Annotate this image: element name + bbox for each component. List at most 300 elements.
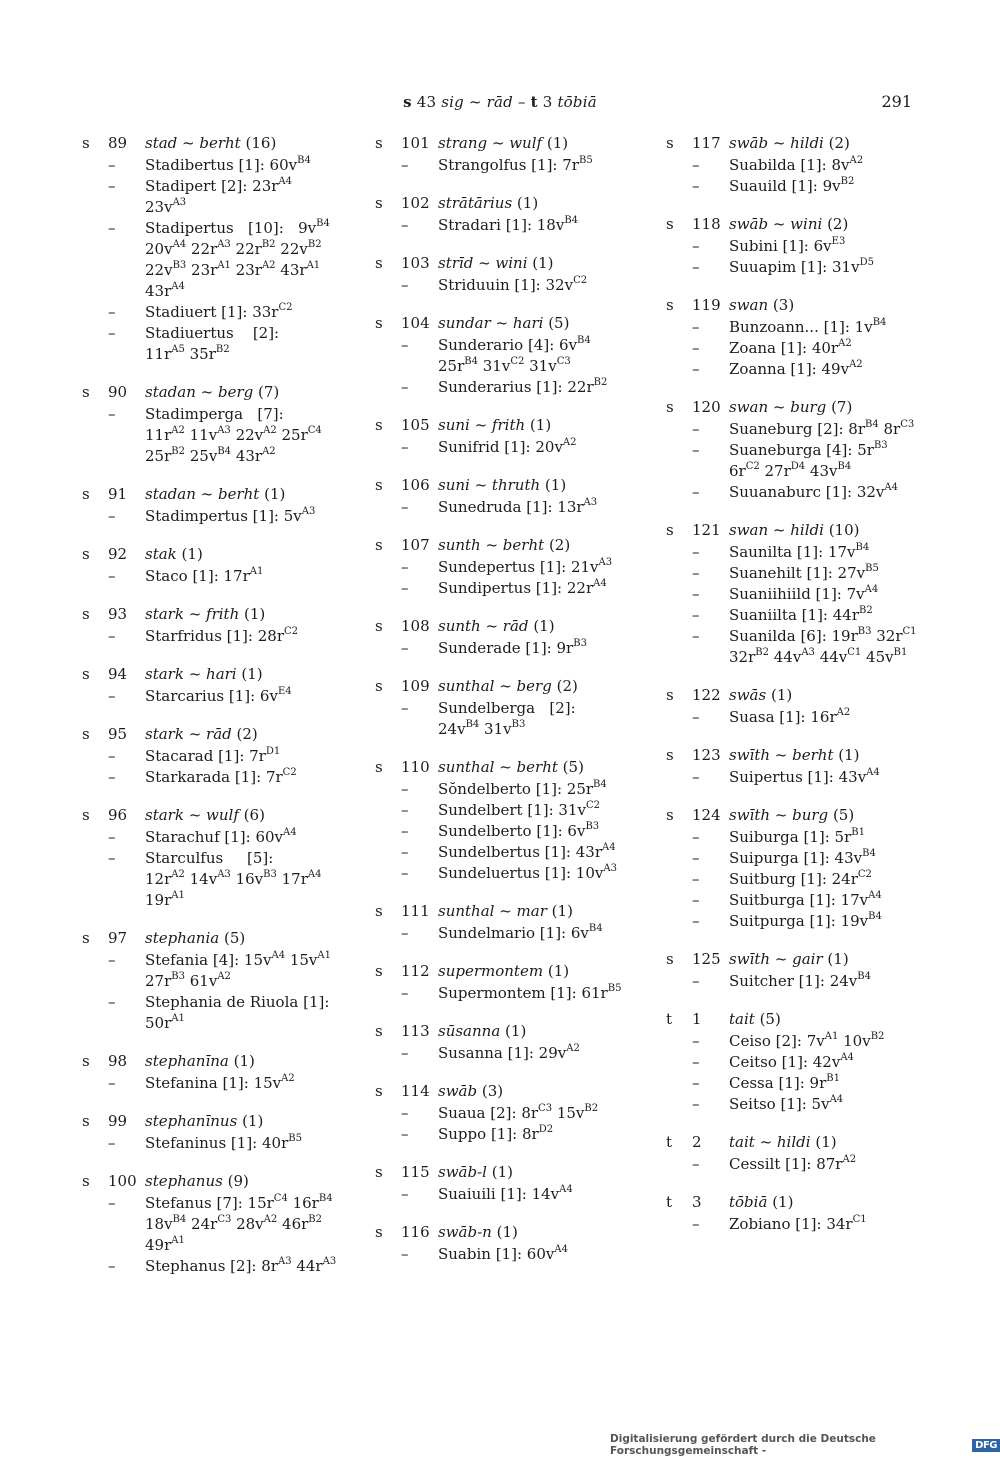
- entry-count: (1): [532, 254, 554, 272]
- form-text: Stefanina [1]: $15v^{A2}$: [145, 1073, 295, 1092]
- entry-number: 111: [401, 902, 430, 920]
- entry-headword: swāb-n: [438, 1223, 492, 1241]
- entry-number: 115: [401, 1163, 430, 1181]
- form-text: Stefania [4]: $15v^{A4}$ $15v^{A1}$ $27r^{B3}$ $61v^{A2}$: [145, 950, 332, 990]
- dictionary-entry: [666, 686, 926, 728]
- entry-heading: [375, 962, 635, 983]
- form-dash: –: [692, 849, 700, 867]
- entry-number: 100: [108, 1172, 137, 1190]
- entry-letter: t: [666, 1010, 673, 1028]
- entry-count: (1): [533, 617, 555, 635]
- entry-count: (1): [241, 665, 263, 683]
- attested-form: [82, 1073, 342, 1094]
- attested-form: [666, 338, 926, 359]
- entry-letter: s: [375, 1082, 383, 1100]
- entry-count: (1): [544, 476, 567, 494]
- attested-form: [82, 176, 342, 218]
- form-dash: –: [401, 1125, 409, 1143]
- form-dash: –: [692, 1095, 700, 1113]
- attested-form: [666, 563, 926, 584]
- entry-number: 112: [401, 962, 430, 980]
- dictionary-entry: [666, 806, 926, 932]
- form-dash: –: [108, 849, 116, 867]
- entry-heading: [82, 383, 342, 404]
- attested-form: [82, 827, 342, 848]
- entry-heading: [375, 536, 635, 557]
- entry-number: 119: [692, 296, 721, 314]
- dictionary-entry: [666, 215, 926, 278]
- form-dash: –: [692, 1032, 700, 1050]
- dictionary-entry: [666, 296, 926, 380]
- entry-letter: s: [82, 134, 90, 152]
- form-dash: –: [108, 177, 116, 195]
- form-text: Sunedruda [1]: $13r^{A3}$: [438, 497, 598, 516]
- form-text: Stephanus [2]: $8r^{A3}$ $44r^{A3}$: [145, 1256, 337, 1275]
- form-dash: –: [108, 687, 116, 705]
- footer-credit: [610, 1433, 1000, 1457]
- form-text: Suitcher [1]: $24v^{B4}$: [729, 971, 871, 990]
- entry-heading: [82, 665, 342, 686]
- form-text: Sundelbertus [1]: $43r^{A4}$: [438, 842, 616, 861]
- attested-form: [375, 377, 635, 398]
- entry-letter: s: [82, 485, 90, 503]
- entry-count: (5): [562, 758, 584, 776]
- column-2: [375, 134, 635, 1283]
- form-dash: –: [401, 336, 409, 354]
- entry-number: 1: [692, 1010, 702, 1028]
- dictionary-entry: [82, 545, 342, 587]
- form-text: Stadipertus [10]: $9v^{B4}$ $20v^{A4}$ $22r^{A3}$ $22r^{B2}$ $22v^{B2}$ $22v^{B3}$ $23r^{A1}$ $23r^{A2}$ $43r^{A1}$ $43r^{A4}$: [145, 218, 330, 300]
- form-text: Starculfus [5]: $12r^{A2}$ $14v^{A3}$ $16v^{B3}$ $17r^{A4}$ $19r^{A1}$: [145, 849, 322, 909]
- entry-heading: [375, 758, 635, 779]
- dictionary-entry: [375, 1022, 635, 1064]
- dictionary-entry: [82, 485, 342, 527]
- form-dash: –: [108, 828, 116, 846]
- dictionary-entry: [375, 536, 635, 599]
- attested-form: [82, 302, 342, 323]
- entry-headword: stadan ~ berht: [145, 485, 260, 503]
- entry-count: (9): [227, 1172, 249, 1190]
- entry-letter: s: [375, 536, 383, 554]
- attested-form: [666, 359, 926, 380]
- running-title-headword-end: tōbiā: [557, 93, 597, 111]
- entry-count: (2): [236, 725, 258, 743]
- entry-count: (7): [258, 383, 280, 401]
- form-dash: –: [108, 405, 116, 423]
- form-dash: –: [692, 318, 700, 336]
- form-dash: –: [692, 156, 700, 174]
- attested-form: [375, 800, 635, 821]
- entry-letter: s: [666, 746, 674, 764]
- form-dash: –: [401, 579, 409, 597]
- entry-letter: t: [666, 1133, 673, 1151]
- attested-form: [666, 626, 926, 668]
- entry-headword: stephanīna: [145, 1052, 229, 1070]
- entry-headword: sunth ~ berht: [438, 536, 545, 554]
- form-dash: –: [692, 339, 700, 357]
- dictionary-entry: [82, 134, 342, 365]
- form-text: Suipurga [1]: $43v^{B4}$: [729, 848, 876, 867]
- dictionary-entry: [666, 134, 926, 197]
- form-text: Stadibertus [1]: $60v^{B4}$: [145, 155, 311, 174]
- attested-form: [375, 335, 635, 377]
- form-dash: –: [401, 378, 409, 396]
- form-dash: –: [692, 441, 700, 459]
- running-title-letter-t: t: [530, 93, 538, 111]
- attested-form: [375, 275, 635, 296]
- form-dash: –: [692, 891, 700, 909]
- entry-heading: [666, 806, 926, 827]
- attested-form: [375, 437, 635, 458]
- form-text: Suasa [1]: $16r^{A2}$: [729, 707, 851, 726]
- entry-number: 113: [401, 1022, 430, 1040]
- entry-headword: swan ~ burg: [729, 398, 827, 416]
- attested-form: [82, 404, 342, 467]
- attested-form: [666, 911, 926, 932]
- attested-form: [375, 863, 635, 884]
- entry-headword: stad ~ berht: [145, 134, 241, 152]
- entry-heading: [82, 134, 342, 155]
- attested-form: [375, 638, 635, 659]
- entry-number: 121: [692, 521, 721, 539]
- form-dash: –: [692, 237, 700, 255]
- entry-headword: swan: [729, 296, 769, 314]
- attested-form: [375, 1103, 635, 1124]
- attested-form: [666, 605, 926, 626]
- entry-letter: s: [82, 383, 90, 401]
- form-text: Stadipert [2]: $23r^{A4}$ $23v^{A3}$: [145, 176, 293, 216]
- attested-form: [666, 869, 926, 890]
- entry-letter: s: [375, 677, 383, 695]
- entry-count: (2): [548, 536, 571, 554]
- form-text: Sundeluertus [1]: $10v^{A3}$: [438, 863, 617, 882]
- entry-headword: sūsanna: [438, 1022, 501, 1040]
- entry-number: 95: [108, 725, 128, 743]
- entry-count: (1): [264, 485, 286, 503]
- entry-count: (1): [551, 902, 573, 920]
- attested-form: [375, 1124, 635, 1145]
- entry-headword: suni ~ frith: [438, 416, 526, 434]
- form-text: Sunderarius [1]: $22r^{B2}$: [438, 377, 608, 396]
- entry-letter: s: [82, 545, 90, 563]
- entry-count: (5): [548, 314, 570, 332]
- entry-count: (5): [759, 1010, 781, 1028]
- entry-letter: s: [82, 1052, 90, 1070]
- form-dash: –: [401, 639, 409, 657]
- attested-form: [82, 218, 342, 302]
- entry-letter: s: [375, 1022, 383, 1040]
- entry-count: (1): [242, 1112, 264, 1130]
- entry-number: 97: [108, 929, 128, 947]
- form-dash: –: [108, 507, 116, 525]
- entry-count: (1): [547, 962, 570, 980]
- form-dash: –: [692, 627, 700, 645]
- entry-letter: s: [82, 1112, 90, 1130]
- form-dash: –: [108, 1074, 116, 1092]
- entry-number: 108: [401, 617, 430, 635]
- form-text: Sundelbert [1]: $31v^{C2}$: [438, 800, 600, 819]
- attested-form: [666, 1073, 926, 1094]
- entry-number: 91: [108, 485, 128, 503]
- attested-form: [82, 626, 342, 647]
- form-text: Bunzoann... [1]: $1v^{B4}$: [729, 317, 887, 336]
- attested-form: [375, 842, 635, 863]
- attested-form: [666, 1052, 926, 1073]
- entry-number: 99: [108, 1112, 128, 1130]
- form-dash: –: [108, 219, 116, 237]
- form-text: Susanna [1]: $29v^{A2}$: [438, 1043, 580, 1062]
- form-text: Suppo [1]: $8r^{D2}$: [438, 1124, 554, 1143]
- form-text: Suaneburga [4]: $5r^{B3}$ $6r^{C2}$ $27r^{D4}$ $43v^{B4}$: [729, 440, 888, 480]
- entry-number: 123: [692, 746, 721, 764]
- attested-form: [666, 848, 926, 869]
- form-dash: –: [401, 780, 409, 798]
- form-text: Supermontem [1]: $61r^{B5}$: [438, 983, 622, 1002]
- entry-count: (1): [838, 746, 860, 764]
- form-dash: –: [108, 1134, 116, 1152]
- form-dash: –: [692, 972, 700, 990]
- form-text: Sundepertus [1]: $21v^{A3}$: [438, 557, 613, 576]
- attested-form: [666, 707, 926, 728]
- dictionary-entry: [375, 1223, 635, 1265]
- form-dash: –: [108, 993, 116, 1011]
- entry-letter: s: [666, 521, 674, 539]
- dictionary-entry: [375, 134, 635, 176]
- dictionary-entry: [375, 1082, 635, 1145]
- attested-form: [82, 848, 342, 911]
- entry-letter: s: [375, 1223, 383, 1241]
- dfg-logo: DFG: [972, 1439, 1000, 1452]
- entry-letter: s: [375, 1163, 383, 1181]
- form-text: Zoana [1]: $40r^{A2}$: [729, 338, 852, 357]
- form-text: Stadimpertus [1]: $5v^{A3}$: [145, 506, 316, 525]
- entry-number: 125: [692, 950, 721, 968]
- entry-heading: [375, 677, 635, 698]
- dictionary-entry: [375, 254, 635, 296]
- entry-letter: s: [375, 416, 383, 434]
- entry-number: 124: [692, 806, 721, 824]
- attested-form: [375, 821, 635, 842]
- entry-headword: swāb ~ wini: [729, 215, 823, 233]
- entry-count: (3): [772, 296, 795, 314]
- entry-number: 101: [401, 134, 430, 152]
- entry-headword: stephanīnus: [145, 1112, 238, 1130]
- form-dash: –: [108, 1194, 116, 1212]
- entry-number: 116: [401, 1223, 430, 1241]
- form-text: Suitburg [1]: $24r^{C2}$: [729, 869, 872, 888]
- dictionary-entry: [82, 605, 342, 647]
- entry-number: 120: [692, 398, 721, 416]
- entry-count: (7): [831, 398, 853, 416]
- entry-headword: strīd ~ wini: [438, 254, 528, 272]
- form-dash: –: [401, 1185, 409, 1203]
- running-title: [0, 93, 1000, 111]
- entry-number: 106: [401, 476, 430, 494]
- entry-count: (1): [244, 605, 266, 623]
- form-text: Saunilta [1]: $17v^{B4}$: [729, 542, 870, 561]
- form-dash: –: [401, 864, 409, 882]
- dictionary-entry: [666, 521, 926, 668]
- form-text: Striduuin [1]: $32v^{C2}$: [438, 275, 588, 294]
- dictionary-entry: [375, 476, 635, 518]
- entry-count: (1): [815, 1133, 837, 1151]
- entry-count: (1): [516, 194, 539, 212]
- form-dash: –: [692, 420, 700, 438]
- entry-count: (2): [828, 134, 850, 152]
- entry-heading: [82, 1112, 342, 1133]
- entry-count: (1): [181, 545, 203, 563]
- form-dash: –: [692, 360, 700, 378]
- form-dash: –: [692, 606, 700, 624]
- entry-letter: s: [666, 398, 674, 416]
- footer-text: Digitalisierung gefördert durch die Deutsche Forschungsgemeinschaft -: [610, 1433, 876, 1457]
- form-text: Stadiuert [1]: $33r^{C2}$: [145, 302, 293, 321]
- form-dash: –: [692, 1155, 700, 1173]
- attested-form: [375, 497, 635, 518]
- form-dash: –: [108, 768, 116, 786]
- form-text: Sunderade [1]: $9r^{B3}$: [438, 638, 587, 657]
- column-3: [666, 134, 926, 1253]
- entry-letter: s: [375, 617, 383, 635]
- form-dash: –: [692, 1215, 700, 1233]
- attested-form: [666, 482, 926, 503]
- entry-headword: sunth ~ rād: [438, 617, 529, 635]
- attested-form: [666, 1214, 926, 1235]
- attested-form: [666, 236, 926, 257]
- form-text: Ceiso [2]: $7v^{A1}$ $10v^{B2}$: [729, 1031, 885, 1050]
- dictionary-entry: [375, 1163, 635, 1205]
- attested-form: [82, 506, 342, 527]
- dictionary-entry: [82, 1052, 342, 1094]
- entry-letter: s: [666, 806, 674, 824]
- entry-heading: [666, 746, 926, 767]
- entry-heading: [666, 134, 926, 155]
- entry-headword: sunthal ~ berg: [438, 677, 552, 695]
- dictionary-entry: [375, 617, 635, 659]
- form-dash: –: [401, 822, 409, 840]
- dictionary-entry: [666, 746, 926, 788]
- entry-letter: s: [375, 476, 383, 494]
- attested-form: [82, 1256, 342, 1277]
- entry-number: 3: [692, 1193, 702, 1211]
- attested-form: [375, 923, 635, 944]
- form-text: Starcarius [1]: $6v^{E4}$: [145, 686, 292, 705]
- attested-form: [375, 1184, 635, 1205]
- running-title-headword-start: sig ~ rād: [441, 93, 513, 111]
- attested-form: [666, 317, 926, 338]
- form-text: Sunifrid [1]: $20v^{A2}$: [438, 437, 577, 456]
- form-text: Suabilda [1]: $8v^{A2}$: [729, 155, 864, 174]
- form-dash: –: [692, 1074, 700, 1092]
- form-text: Starkarada [1]: $7r^{C2}$: [145, 767, 297, 786]
- entry-count: (2): [556, 677, 578, 695]
- attested-form: [666, 542, 926, 563]
- entry-heading: [82, 1052, 342, 1073]
- attested-form: [666, 1031, 926, 1052]
- form-text: Suaua [2]: $8r^{C3}$ $15v^{B2}$: [438, 1103, 599, 1122]
- form-text: Stadimperga [7]: $11r^{A2}$ $11v^{A3}$ $22v^{A2}$ $25r^{C4}$ $25r^{B2}$ $25v^{B4}$ $43r^{A2}$: [145, 405, 322, 465]
- entry-letter: s: [82, 929, 90, 947]
- dictionary-entry: [82, 383, 342, 467]
- entry-heading: [82, 806, 342, 827]
- form-text: Suitburga [1]: $17v^{A4}$: [729, 890, 882, 909]
- entry-letter: s: [82, 1172, 90, 1190]
- entry-heading: [666, 215, 926, 236]
- form-text: Stradari [1]: $18v^{B4}$: [438, 215, 579, 234]
- form-dash: –: [401, 801, 409, 819]
- form-dash: –: [108, 324, 116, 342]
- attested-form: [375, 1244, 635, 1265]
- attested-form: [82, 1133, 342, 1154]
- entry-number: 118: [692, 215, 721, 233]
- entry-headword: stark ~ frith: [145, 605, 240, 623]
- entry-heading: [666, 296, 926, 317]
- form-dash: –: [401, 276, 409, 294]
- entry-letter: s: [375, 758, 383, 776]
- entry-heading: [666, 1193, 926, 1214]
- entry-number: 105: [401, 416, 430, 434]
- running-title-letter-s: s: [403, 93, 412, 111]
- form-text: Suaneburg [2]: $8r^{B4}$ $8r^{C3}$: [729, 419, 915, 438]
- entry-number: 104: [401, 314, 430, 332]
- entry-heading: [666, 521, 926, 542]
- form-text: Staco [1]: $17r^{A1}$: [145, 566, 264, 585]
- form-dash: –: [401, 216, 409, 234]
- entry-heading: [82, 725, 342, 746]
- entry-heading: [82, 545, 342, 566]
- attested-form: [666, 890, 926, 911]
- form-text: Stadiuertus [2]: $11r^{A5}$ $35r^{B2}$: [145, 324, 299, 363]
- entry-headword: sunthal ~ berht: [438, 758, 558, 776]
- attested-form: [666, 1094, 926, 1115]
- form-text: Strangolfus [1]: $7r^{B5}$: [438, 155, 593, 174]
- form-text: Suabin [1]: $60v^{A4}$: [438, 1244, 568, 1263]
- entry-heading: [82, 485, 342, 506]
- form-dash: –: [401, 156, 409, 174]
- form-text: Suitpurga [1]: $19v^{B4}$: [729, 911, 882, 930]
- dictionary-entry: [666, 398, 926, 503]
- dictionary-entry: [82, 725, 342, 788]
- form-dash: –: [401, 924, 409, 942]
- form-dash: –: [108, 567, 116, 585]
- entry-letter: s: [666, 686, 674, 704]
- dictionary-entry: [375, 758, 635, 884]
- form-dash: –: [108, 747, 116, 765]
- form-text: Sundipertus [1]: $22r^{A4}$: [438, 578, 607, 597]
- entry-count: (1): [491, 1163, 513, 1181]
- entry-number: 117: [692, 134, 721, 152]
- entry-letter: s: [82, 605, 90, 623]
- dictionary-entry: [375, 314, 635, 398]
- attested-form: [82, 767, 342, 788]
- entry-number: 110: [401, 758, 430, 776]
- entry-heading: [82, 605, 342, 626]
- entry-letter: s: [82, 665, 90, 683]
- entry-letter: s: [666, 134, 674, 152]
- attested-form: [375, 578, 635, 599]
- entry-headword: swīth ~ gair: [729, 950, 823, 968]
- form-dash: –: [401, 498, 409, 516]
- form-dash: –: [692, 912, 700, 930]
- entry-count: (1): [496, 1223, 518, 1241]
- entry-headword: strātārius: [438, 194, 513, 212]
- attested-form: [82, 323, 342, 365]
- dictionary-entry: [82, 1172, 342, 1277]
- attested-form: [666, 419, 926, 440]
- attested-form: [82, 686, 342, 707]
- entry-number: 107: [401, 536, 430, 554]
- form-dash: –: [108, 156, 116, 174]
